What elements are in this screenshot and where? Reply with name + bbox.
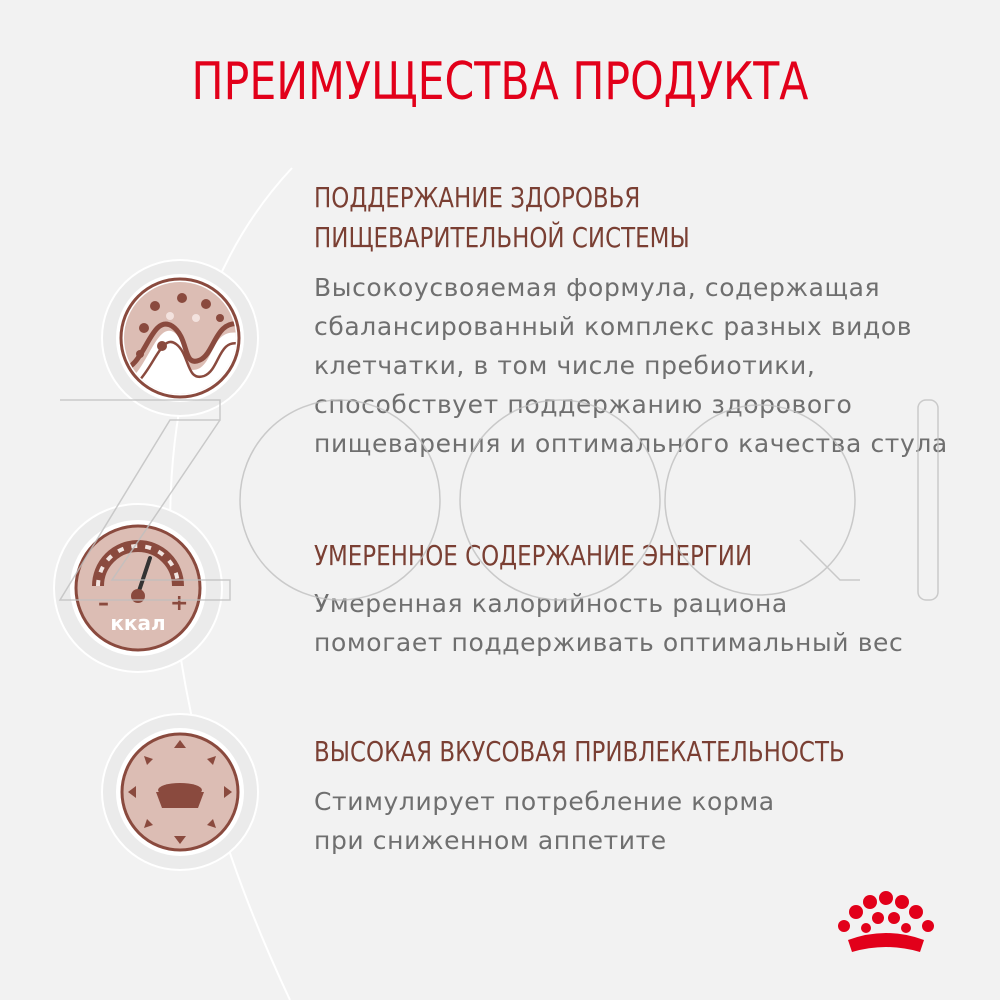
benefit-heading: УМЕРЕННОЕ СОДЕРЖАНИЕ ЭНЕРГИИ (314, 539, 753, 572)
page-title: ПРЕИМУЩЕСТВА ПРОДУКТА (191, 52, 809, 112)
benefit-text: способствует поддержанию здорового (314, 390, 853, 419)
benefit-text: Умеренная калорийность рациона (314, 589, 788, 618)
benefit-heading: ВЫСОКАЯ ВКУСОВАЯ ПРИВЛЕКАТЕЛЬНОСТЬ (314, 735, 845, 768)
benefit-text: помогает поддерживать оптимальный вес (314, 628, 904, 657)
benefit-text: клетчатки, в том числе пребиотики, (314, 351, 816, 380)
benefit-energy (314, 536, 1000, 662)
digestion-icon (100, 258, 260, 418)
calorie-gauge-icon (52, 502, 224, 674)
gauge-label: ккал (110, 611, 166, 635)
benefit-heading: ПОДДЕРЖАНИЕ ЗДОРОВЬЯ (314, 181, 641, 214)
benefit-text: Стимулирует потребление корма (314, 787, 775, 816)
benefit-heading: ПИЩЕВАРИТЕЛЬНОЙ СИСТЕМЫ (314, 221, 690, 254)
benefit-palatability (314, 732, 1000, 860)
benefit-text: при сниженном аппетите (314, 826, 667, 855)
food-bowl-icon (100, 712, 260, 872)
benefit-digestion (314, 178, 1000, 463)
benefit-text: пищеварения и оптимального качества стула (314, 429, 948, 458)
svg-text:+: + (170, 591, 189, 616)
benefit-text: сбалансированный комплекс разных видов (314, 312, 913, 341)
benefit-text: Высокоусвояемая формула, содержащая (314, 273, 881, 302)
royal-canin-crown-icon (832, 890, 940, 970)
svg-text:–: – (98, 591, 109, 616)
